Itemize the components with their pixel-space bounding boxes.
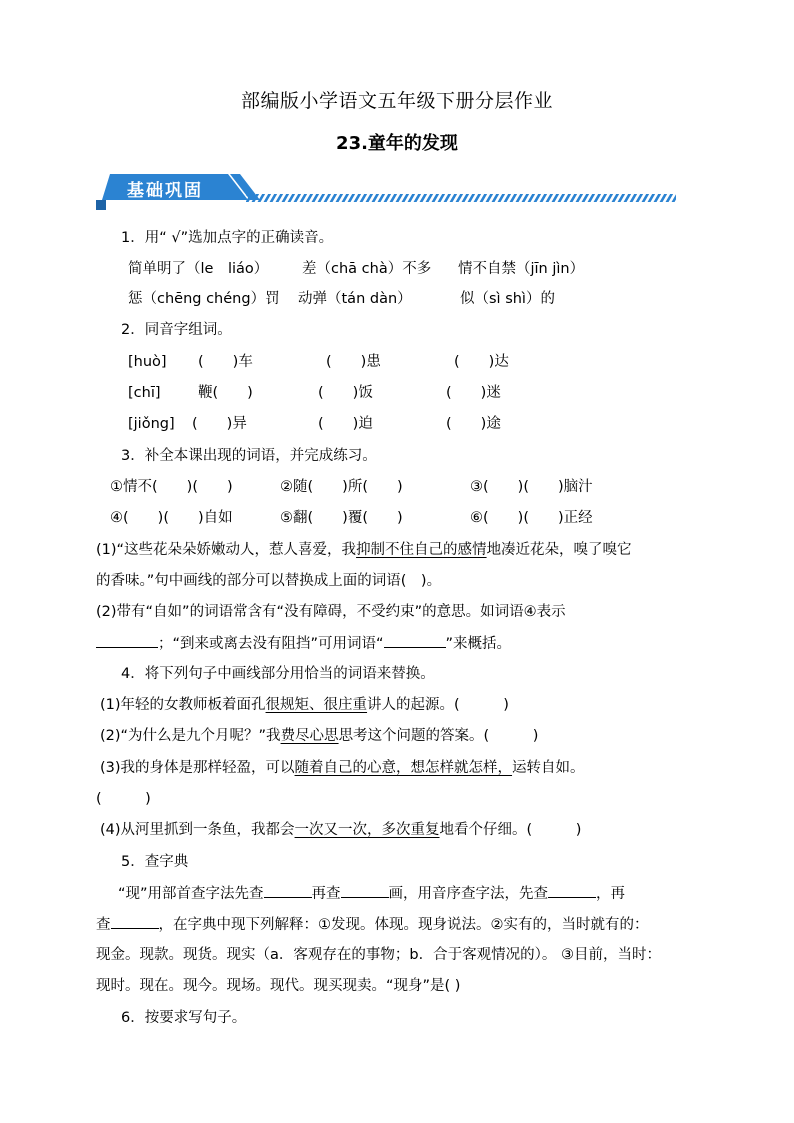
- q1-row1-item-b: 差（chā chà）不多: [302, 261, 432, 277]
- q5-l1-text: 再查: [311, 886, 341, 902]
- q2-row-pinyin: [chī]: [128, 385, 161, 401]
- q5-l2-text: 查: [96, 917, 111, 933]
- q3-part2-line1: (2)带有“自如”的词语常含有“没有障碍，不受约束”的意思。如词语④表示: [96, 604, 566, 620]
- q5-l1-text: 画，用音序查字法，先查: [388, 886, 549, 902]
- q3-part1-text-end: 地凑近花朵，嗅了嗅它: [486, 542, 632, 558]
- q4-s1-text: (1)年轻的女教师板着面孔: [100, 697, 266, 713]
- banner-tab-shadow: [96, 200, 106, 210]
- q1-row1-item-c: 情不自禁（jīn jìn）: [458, 261, 585, 277]
- q5-line1: [118, 883, 625, 904]
- q4-sentence-2: [100, 726, 538, 746]
- q3-stem: 3．补全本课出现的词语，并完成练习。: [121, 448, 377, 464]
- q3-row2-word-a: ④( )( )自如: [110, 510, 233, 526]
- q5-stem: 5．查字典: [121, 854, 189, 870]
- q2-row-word-c: ( )途: [446, 416, 501, 432]
- q2-row-word-b: ( )患: [326, 354, 381, 370]
- answer-blank[interactable]: [341, 883, 389, 898]
- q2-row-word-c: ( )迷: [446, 385, 501, 401]
- q1-row2-item-c: 似（sì shì）的: [460, 291, 555, 307]
- q3-part2-text-end: ”来概括。: [445, 636, 512, 652]
- q4-s4-underlined: 一次又一次，多次重复: [294, 822, 440, 838]
- q4-stem: 4．将下列句子中画线部分用恰当的词语来替换。: [121, 666, 435, 682]
- q1-row2-item-b: 动弹（tán dàn）: [298, 291, 412, 307]
- q4-s3-underlined: 随着自己的心意，想怎样就怎样，: [294, 760, 513, 776]
- q5-l1-text: “现”用部首查字法先查: [118, 886, 264, 902]
- q4-s1-text-end: 讲人的起源。( ): [367, 697, 509, 713]
- section-label: 基础巩固: [127, 181, 203, 201]
- q3-row1-word-a: ①情不( )( ): [110, 479, 233, 495]
- q5-line2: [96, 914, 649, 935]
- q3-part2-line2: [96, 633, 511, 654]
- q4-sentence-3-answer: ( ): [96, 791, 151, 807]
- q2-row-word-a: 鞭( ): [198, 385, 253, 401]
- answer-blank[interactable]: [264, 883, 312, 898]
- q5-line3: 现金。现款。现货。现实（a．客观存在的事物；b．合于客观情况的）。 ③目前，当时：: [96, 947, 661, 963]
- answer-blank[interactable]: [384, 633, 446, 648]
- answer-blank[interactable]: [548, 883, 596, 898]
- q5-l2-text: ，在字典中现下列解释：①发现。体现。现身说法。②实有的，当时就有的：: [158, 917, 649, 933]
- q3-row1-word-b: ②随( )所( ): [280, 479, 403, 495]
- q3-row1-word-c: ③( )( )脑汁: [470, 479, 593, 495]
- q4-sentence-1: [100, 695, 509, 715]
- q3-part1-underlined: 抑制不住自己的感情: [356, 542, 487, 558]
- q3-part2-text: ；“到来或离去没有阻挡”可用词语“: [158, 636, 384, 652]
- q2-row-word-a: ( )异: [192, 416, 247, 432]
- q2-row-pinyin: [huò]: [128, 354, 167, 370]
- q4-s2-text: (2)“为什么是九个月呢？”我: [100, 728, 281, 744]
- q3-row2-word-b: ⑤翻( )覆( ): [280, 510, 403, 526]
- q4-s2-text-end: 思考这个问题的答案。( ): [338, 728, 539, 744]
- q6-stem: 6．按要求写句子。: [121, 1010, 247, 1026]
- q4-s3-text-end: 运转自如。: [512, 760, 585, 776]
- q5-line4: 现时。现在。现今。现场。现代。现买现卖。“现身”是( ): [96, 978, 461, 994]
- q2-row-word-a: ( )车: [198, 354, 253, 370]
- q3-part1-line1: [96, 540, 632, 560]
- q1-stem: 1．用“ √”选加点字的正确读音。: [121, 230, 334, 246]
- page-title: 部编版小学语文五年级下册分层作业: [240, 90, 553, 112]
- answer-blank[interactable]: [111, 914, 159, 929]
- q2-row-word-c: ( )达: [454, 354, 509, 370]
- q2-row-word-b: ( )饭: [318, 385, 373, 401]
- q4-s3-text: (3)我的身体是那样轻盈，可以: [100, 760, 295, 776]
- q2-row-word-b: ( )迫: [318, 416, 373, 432]
- q2-row-pinyin: [jiǒng]: [128, 416, 175, 432]
- q3-row2-word-c: ⑥( )( )正经: [470, 510, 593, 526]
- q3-part1-text: (1)“这些花朵朵娇嫩动人，惹人喜爱，我: [96, 542, 357, 558]
- q5-l1-text: ，再: [596, 886, 626, 902]
- answer-blank[interactable]: [96, 633, 158, 648]
- q4-s4-text-end: 地看个仔细。( ): [439, 822, 582, 838]
- q4-s2-underlined: 费尽心思: [280, 728, 339, 744]
- q1-row1-item-a: 简单明了（le liáo）: [128, 261, 269, 277]
- q2-stem: 2．同音字组词。: [121, 322, 232, 338]
- q4-sentence-4: [100, 820, 581, 840]
- q3-part1-line2: 的香味。”句中画线的部分可以替换成上面的词语( )。: [96, 573, 442, 589]
- q1-row2-item-a: 惩（chēng chéng）罚: [128, 291, 280, 307]
- q4-s4-text: (4)从河里抓到一条鱼，我都会: [100, 822, 295, 838]
- q4-sentence-3: [100, 758, 585, 778]
- banner-hatch-stripe: [246, 194, 676, 202]
- q4-s1-underlined: 很规矩、很庄重: [265, 697, 368, 713]
- lesson-title: 23.童年的发现: [336, 133, 458, 154]
